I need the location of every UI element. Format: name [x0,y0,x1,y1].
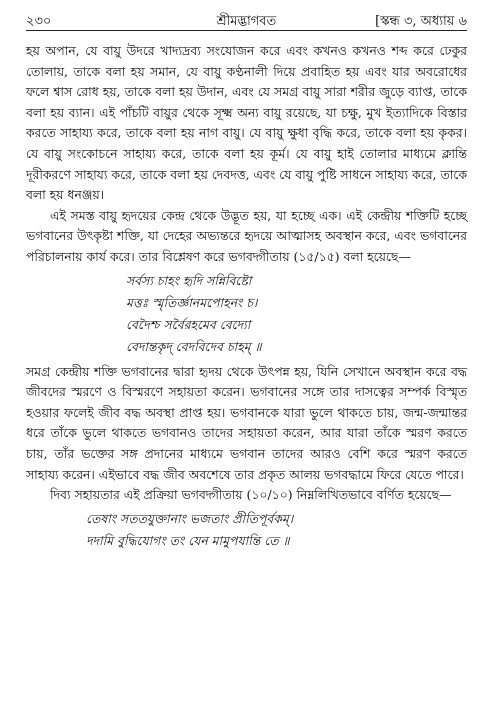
page-body [26,41,467,552]
book-title: শ্রীমদ্ভাগবত [216,14,277,29]
verse-line: মত্তঃ স্মৃতির্জ্ঞানমপোহনং চ। [126,294,258,310]
paragraph-central-energy: এই সমস্ত বায়ু হৃদয়ের কেন্দ্র থেকে উদ্ভূত হয়, যা হচ্ছে এক। এই কেন্দ্রীয় শক্তিটি হচ্ছে ভগবানের উৎকৃষ্টা শক্তি, যা দেহের অভ্যন্তরে হৃদয়ে আত্মাসহ অবস্থান করে, এবং ভগবানের পরিচালনায় কার্য করে। তার বিশ্লেষণ করে ভগবদ্গীতায় (১৫/১৫) বলা হয়েছে— [26,207,467,264]
verse-line: বেদৈশ্চ সর্বৈরহমেব বেদ্যো [126,316,251,332]
page-number: ২৩০ [26,14,52,29]
gita-verse-15-15 [26,270,467,358]
verse-line: বেদান্তকৃদ্ বেদবিদেব চাহম্ ॥ [126,338,262,354]
gita-verse-10-10 [26,508,467,552]
verse-line: দদামি বুদ্ধিযোগং তং যেন মামুপযান্তি তে ॥ [86,532,290,548]
verse-line: তেষাং সততযুক্তানাং ভজতাং প্রীতিপূর্বকম্। [86,510,294,526]
page-header [26,8,467,31]
chapter-reference: [স্কন্ধ ৩, অধ্যায় ৬ [375,14,467,29]
paragraph-divine-help: দিব্য সহায়তার এই প্রক্রিয়া ভগবদ্গীতায় (১০/১০) নিম্নলিখিতভাবে বর্ণিত হয়েছে— [50,487,452,503]
paragraph-remembrance: সমগ্র কেন্দ্রীয় শক্তি ভগবানের দ্বারা হৃদয় থেকে উৎপন্ন হয়, যিনি সেখানে অবস্থান করে বদ্ধ জীবদের স্মরণে ও বিস্মরণে সহায়তা করেন। ভগবানের সঙ্গে তার দাসত্বের সম্পর্ক বিস্মৃত হওয়ার ফলেই জীব বদ্ধ অবস্থা প্রাপ্ত হয়। ভগবানকে যারা ভুলে থাকতে চায়, জন্ম-জন্মান্তর ধরে তাঁকে ভুলে থাকতে ভগবানও তাদের সহায়তা করেন, আর যারা তাঁকে স্মরণ করতে চায়, তাঁর ভক্তের সঙ্গ প্রদানের মাধ্যমে ভগবান তাদের আরও বেশি করে স্মরণ করতে সাহায্য করেন। এইভাবে বদ্ধ জীব অবশেষে তার প্রকৃত আলয় ভগবদ্ধামে ফিরে যেতে পারে। [26,363,467,482]
paragraph-vayu-types: হয় অপান, যে বায়ু উদরে খাদ্যদ্রব্য সংযোজন করে এবং কখনও কখনও শব্দ করে ঢেকুর তোলায়, তাকে বলা হয় সমান, যে বায়ু কণ্ঠনালী দিয়ে প্রবাহিত হয় এবং যার অবরোধের ফলে শ্বাস রোধ হয়, তাকে বলা হয় উদান, এবং যে সমগ্র বায়ু সারা শরীর জুড়ে ব্যাপ্ত, তাকে বলা হয় ব্যান। এই পাঁচটি বায়ুর থেকে সূক্ষ্ম অন্য বায়ু রয়েছে, যা চক্ষু, মুখ ইত্যাদিকে বিস্তার করতে সাহায্য করে, তাকে বলা হয় নাগ বায়ু। যে বায়ু ক্ষুধা বৃদ্ধি করে, তাকে বলা হয় কৃকর। যে বায়ু সংকোচনে সাহায্য করে, তাকে বলা হয় কূর্ম। যে বায়ু হাই তোলার মাধ্যমে ক্লান্তি দূরীকরণে সাহায্য করে, তাকে বলা হয় দেবদত্ত, এবং যে বায়ু পুষ্টি সাধনে সাহায্য করে, তাকে বলা হয় ধনঞ্জয়। [26,43,467,203]
verse-line: সর্বস্য চাহং হৃদি সন্নিবিষ্টো [126,272,252,288]
